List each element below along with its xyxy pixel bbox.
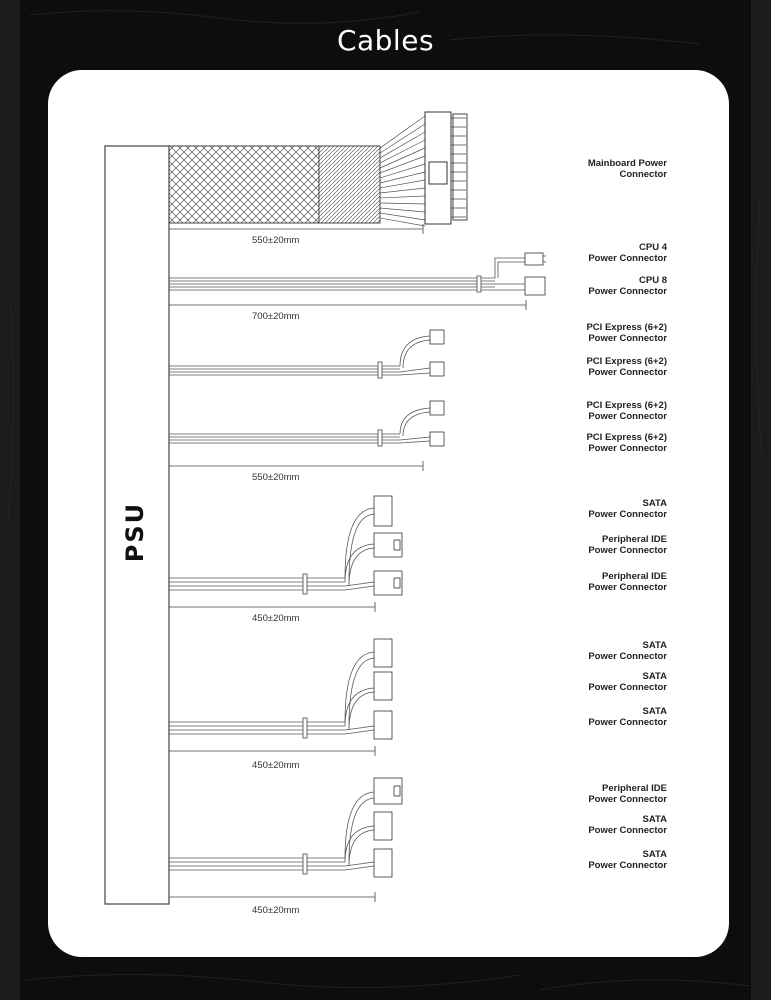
length-label-ide-sata-3: 450±20mm [252,905,300,916]
mainboard-cable [169,112,467,226]
page-title: Cables [336,24,435,57]
connector-label: PCI Express (6+2) Power Connector [586,432,667,454]
length-label-cpu: 700±20mm [252,311,300,322]
connector-label: SATA Power Connector [588,706,667,728]
connector-label: CPU 4 Power Connector [588,242,667,264]
sata-cable-2 [169,639,392,739]
sata-ide-cable-1 [169,496,402,595]
length-label-sata-ide-1: 450±20mm [252,613,300,624]
cpu-cable [169,253,546,295]
length-label-pcie: 550±20mm [252,472,300,483]
connector-label: CPU 8 Power Connector [588,275,667,297]
connector-label: SATA Power Connector [588,814,667,836]
psu-label: PSU [121,501,149,563]
connector-label: SATA Power Connector [588,671,667,693]
connector-label: Peripheral IDE Power Connector [588,571,667,593]
length-label-sata-2: 450±20mm [252,760,300,771]
connector-label: PCI Express (6+2) Power Connector [586,356,667,378]
pcie-cable-2 [169,401,444,446]
connector-label: PCI Express (6+2) Power Connector [586,400,667,422]
ide-sata-cable-3 [169,778,402,877]
connector-label: Peripheral IDE Power Connector [588,534,667,556]
pcie-cable-1 [169,330,444,378]
diagram-card [48,70,729,957]
length-label-mainboard: 550±20mm [252,235,300,246]
connector-label: SATA Power Connector [588,498,667,520]
connector-label: SATA Power Connector [588,640,667,662]
connector-label: SATA Power Connector [588,849,667,871]
connector-label: PCI Express (6+2) Power Connector [586,322,667,344]
connector-label: Peripheral IDE Power Connector [588,783,667,805]
connector-label: Mainboard Power Connector [587,158,667,180]
